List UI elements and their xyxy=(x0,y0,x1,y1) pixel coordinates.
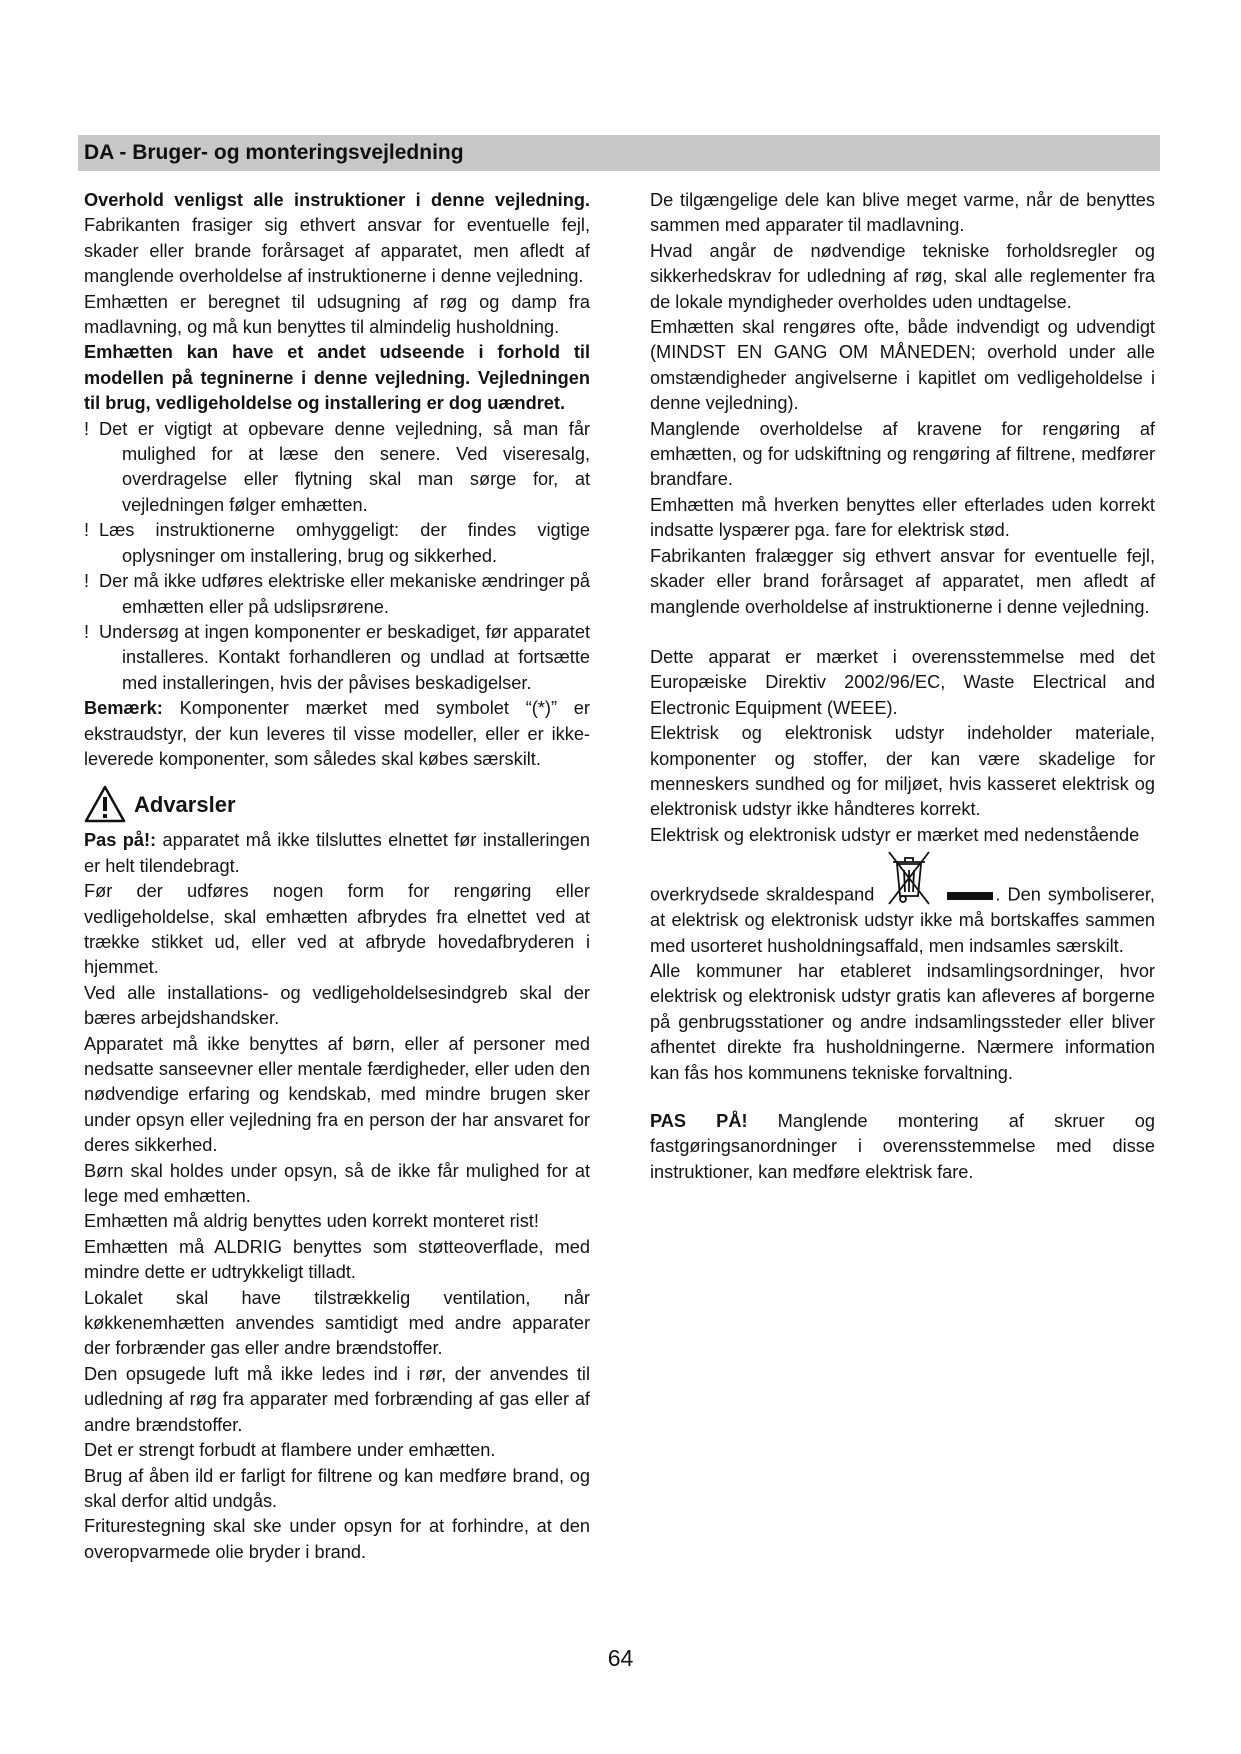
weee-paragraph: Elektrisk og elektronisk udstyr indeholder materiale, komponenter og stoffer, der kan være skadelige for menneskers sundhed og for miljøet, hvis kasseret elektrisk og elektronisk udstyr ikke håndteres korrekt. xyxy=(650,723,1155,820)
exclamation-mark: ! xyxy=(84,418,90,439)
exclamation-mark: ! xyxy=(84,520,90,541)
bullet-text: Der må ikke udføres elektriske eller mekaniske ændringer på emhætten eller på udslipsrørene. xyxy=(99,571,590,617)
caution-text: apparatet må ikke tilsluttes elnettet før installeringen er helt tilendebragt. xyxy=(84,830,590,876)
info-paragraph: Emhætten må hverken benyttes eller efterlades uden korrekt indsatte lyspærer pga. fare for elektrisk stød. xyxy=(650,494,1155,541)
caution-paragraph xyxy=(84,828,590,879)
bullet-item xyxy=(84,417,590,519)
exclamation-mark: ! xyxy=(84,571,90,592)
note-paragraph xyxy=(84,696,590,772)
appearance-paragraph: Emhætten kan have et andet udseende i forhold til modellen på tegninerne i denne vejledning. Vejledningen til brug, vedligeholdelse og installering er dog uændret. xyxy=(84,342,590,414)
bullet-text: Det er vigtigt at opbevare denne vejledning, så man får mulighed for at læse den senere. Ved viseresalg, overdragelse eller flytning skal man sørge for, at vejledningen følger emhætten. xyxy=(99,418,590,515)
exclamation-mark: ! xyxy=(84,621,90,642)
bullet-item xyxy=(84,518,590,569)
crossed-bin-icon xyxy=(881,848,937,908)
intro-text: Fabrikanten frasiger sig ethvert ansvar for eventuelle fejl, skader eller brande forårsaget af apparatet, men afledt af manglende overholdelse af instruktionerne i denne vejledning. xyxy=(84,215,590,287)
intro-paragraph xyxy=(84,188,590,290)
bullet-text: Læs instruktionerne omhyggeligt: der findes vigtige oplysninger om installering, brug og sikkerhed. xyxy=(99,520,590,566)
black-bar-mark xyxy=(947,892,993,900)
bullet-item xyxy=(84,569,590,620)
warning-paragraph: Apparatet må ikke benyttes af børn, eller af personer med nedsatte sanseevner eller mentale færdigheder, eller uden den nødvendige erfaring og kendskab, med mindre brugen sker under opsyn eller vejledning fra en person der har ansvaret for deres sikkerhed. xyxy=(84,1033,590,1156)
warning-paragraph: Brug af åben ild er farligt for filtrene og kan medføre brand, og skal derfor altid undgås. xyxy=(84,1465,590,1511)
section-header xyxy=(78,135,1160,171)
warning-paragraph: Børn skal holdes under opsyn, så de ikke får mulighed for at lege med emhætten. xyxy=(84,1160,590,1207)
warning-paragraph: Lokalet skal have tilstrækkelig ventilation, når køkkenemhætten anvendes samtidigt med andre apparater der forbrænder gas eller andre brændstoffer. xyxy=(84,1287,590,1359)
warnings-heading xyxy=(84,782,590,826)
note-label: Bemærk: xyxy=(84,698,163,719)
caution-label: Pas på!: xyxy=(84,830,157,851)
weee-paragraph: Dette apparat er mærket i overensstemmelse med det Europæiske Direktiv 2002/96/EC, Waste Electrical and Electronic Equipment (WEEE). xyxy=(650,646,1155,718)
intro-bold: Overhold venligst alle instruktioner i denne vejledning. xyxy=(84,190,590,210)
warning-paragraph: Emhætten må ALDRIG benyttes som støtteoverflade, med mindre dette er udtrykkeligt tilladt. xyxy=(84,1236,590,1283)
info-paragraph: Hvad angår de nødvendige tekniske forholdsregler og sikkerhedskrav for udledning af røg, skal alle reglementer fra de lokale myndigheder overholdes uden undtagelse. xyxy=(650,240,1155,312)
info-paragraph: De tilgængelige dele kan blive meget varme, når de benyttes sammen med apparater til madlavning. xyxy=(650,190,1155,236)
warning-paragraph: Det er strengt forbudt at flambere under emhætten. xyxy=(84,1440,496,1461)
spacer xyxy=(650,620,1155,645)
warnings-title: Advarsler xyxy=(134,791,236,817)
purpose-paragraph: Emhætten er beregnet til udsugning af røg og damp fra madlavning, og må kun benyttes til almindelig husholdning. xyxy=(84,291,590,338)
left-column xyxy=(84,188,590,1565)
warning-paragraph: Den opsugede luft må ikke ledes ind i rør, der anvendes til udledning af røg fra apparater med forbrænding af gas eller af andre brændstoffer. xyxy=(84,1363,590,1435)
info-paragraph: Manglende overholdelse af kravene for rengøring af emhætten, og for udskiftning og rengøring af filtrene, medfører brandfare. xyxy=(650,418,1155,490)
info-paragraph: Fabrikanten fralægger sig ethvert ansvar for eventuelle fejl, skader eller brand forårsaget af apparatet, men afledt af manglende overholdelse af instruktionerne i denne vejledning. xyxy=(650,545,1155,617)
bin-text-before: overkrydsede skraldespand xyxy=(650,884,875,905)
bin-text-after: . Den symboliserer, at elektrisk og elektronisk udstyr ikke må bortskaffes sammen med usorteret husholdningsaffald, men indsamles særskilt. xyxy=(650,884,1155,956)
warning-paragraph: Friturestegning skal ske under opsyn for at forhindre, at den overopvarmede olie bryder i brand. xyxy=(84,1516,590,1562)
spacer xyxy=(650,1086,1155,1109)
final-warning-label: PAS PÅ! xyxy=(650,1111,748,1131)
right-column xyxy=(650,188,1155,1185)
warning-triangle-icon xyxy=(84,785,126,823)
final-warning-paragraph xyxy=(650,1109,1155,1185)
bin-paragraph xyxy=(650,848,1155,959)
page-number: 64 xyxy=(607,1645,634,1671)
bullet-item xyxy=(84,620,590,696)
page-title: DA - Bruger- og monteringsvejledning xyxy=(84,141,464,164)
bullet-text: Undersøg at ingen komponenter er beskadiget, før apparatet installeres. Kontakt forhandleren og undlad at fortsætte med installeringen, hvis der påvises beskadigelser. xyxy=(99,621,590,693)
collection-paragraph: Alle kommuner har etableret indsamlingsordninger, hvor elektrisk og elektronisk udstyr gratis kan afleveres af borgerne på genbrugsstationer og andre indsamlingssteder eller bliver afhentet direkte fra husholdningerne. Nærmere information kan fås hos kommunens tekniske forvaltning. xyxy=(650,960,1155,1083)
final-warning-text: Manglende montering af skruer og fastgøringsanordninger i overensstemmelse med disse instruktioner, kan medføre elektrisk fare. xyxy=(650,1111,1156,1182)
weee-paragraph: Elektrisk og elektronisk udstyr er mærket med nedenstående xyxy=(650,824,1140,845)
warning-paragraph: Emhætten må aldrig benyttes uden korrekt monteret rist! xyxy=(84,1211,539,1232)
note-text: Komponenter mærket med symbolet “(*)” er ekstraudstyr, der kun leveres til visse modeller, eller er ikke-leverede komponenter, som således skal købes særskilt. xyxy=(84,698,590,769)
info-paragraph: Emhætten skal rengøres ofte, både indvendigt og udvendigt (MINDST EN GANG OM MÅNEDEN; overhold under alle omstændigheder angivelserne i kapitlet om vedligeholdelse i denne vejledning). xyxy=(650,317,1155,414)
warning-paragraph: Ved alle installations- og vedligeholdelsesindgreb skal der bæres arbejdshandsker. xyxy=(84,982,590,1029)
warning-paragraph: Før der udføres nogen form for rengøring eller vedligeholdelse, skal emhætten afbrydes fra elnettet ved at trække stikket ud, eller ved at afbryde hovedafbryderen i hjemmet. xyxy=(84,881,590,978)
